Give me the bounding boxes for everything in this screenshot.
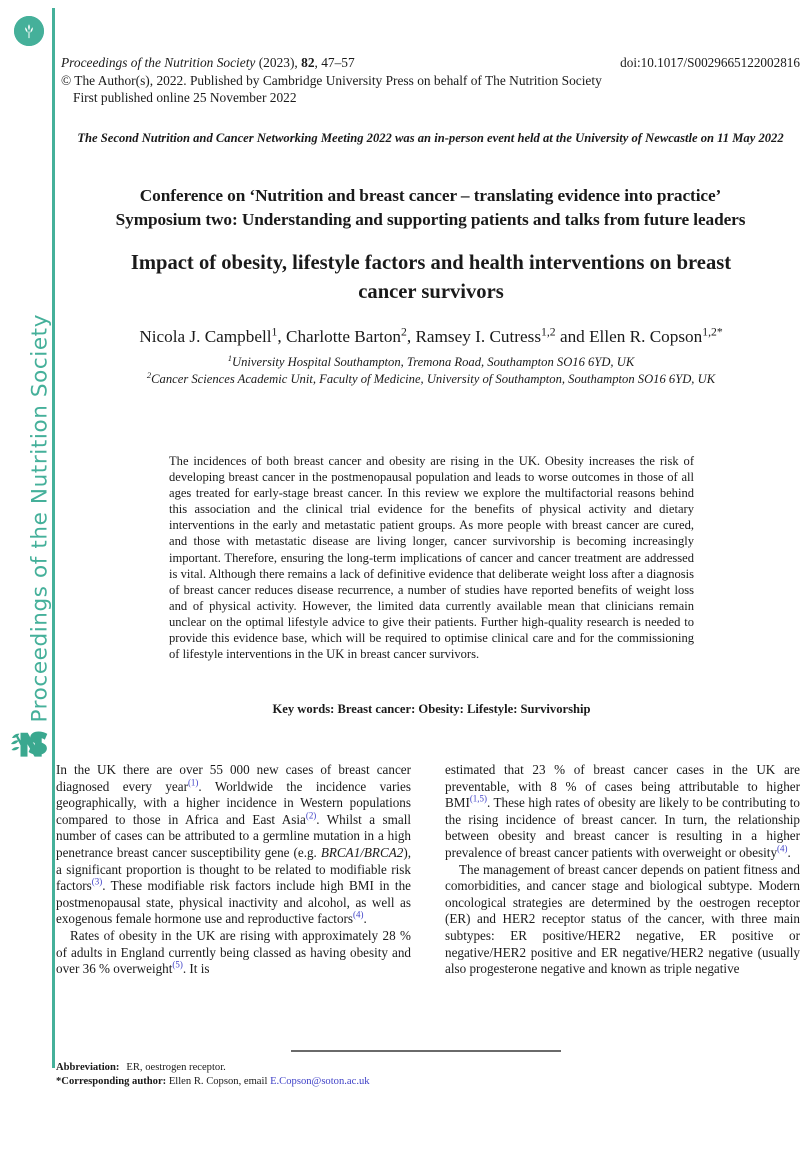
copyright-line-2: Society	[561, 72, 602, 88]
text-run: . These modifiable risk factors include high BMI in the postmenopausal state, physical inactivity and alcohol, as well as exogenous female hormone use and reproductive factors	[56, 878, 411, 927]
journal-issue-year: (2023),	[255, 55, 302, 70]
text-run: In the UK there are over 55 000 new cases of breast cancer diagnosed every year	[56, 762, 411, 794]
footnote-value: Ellen R. Copson, email	[168, 1075, 271, 1087]
affiliation-1	[66, 354, 796, 371]
footnote-rule	[291, 1050, 561, 1052]
journal-volume: 82	[301, 55, 315, 70]
citation-ref[interactable]: (3)	[91, 876, 103, 887]
author-name: Ellen R. Copson	[589, 327, 703, 346]
masthead-citation-line	[61, 54, 800, 72]
body-column-left	[56, 762, 411, 978]
affiliation-2	[66, 371, 796, 388]
text-run: .	[363, 911, 367, 927]
body-columns	[56, 762, 800, 978]
author-affiliation-marker: 1,2*	[702, 325, 723, 339]
text-run: . These high rates of obesity are likely to be contributing to the rising incidence of breast cancer. In turn, the relationship between obesity and breast cancer is resulting in a higher prevalence of breast cancer patients with overweight or obesity	[445, 795, 800, 860]
conference-heading-line-1: Conference on ‘Nutrition and breast cancer – translating evidence into practice’	[139, 186, 722, 205]
published-online: First published online 25 November 2022	[73, 90, 297, 105]
author-affiliation-marker: 1,2	[541, 325, 556, 339]
author-affiliation-marker: 1	[271, 325, 278, 339]
author-name: Ramsey I. Cutress	[415, 327, 542, 346]
affiliation-marker: 2	[146, 369, 152, 380]
affiliation-marker: 1	[227, 352, 233, 363]
wheat-sheaf-circle-icon	[14, 16, 44, 46]
text-run: Rates of obesity in the UK are rising with approximately 28 % of adults in England currently being classed as having obesity and over 36 % overweight	[56, 927, 411, 977]
text-run: estimated that 23 % of breast cancer cases in the UK are preventable, with 8 % of cases being attributable to higher BMI	[445, 762, 800, 811]
paper-content	[56, 0, 800, 1169]
gene-name: BRCA1/BRCA2	[320, 844, 404, 860]
citation-ref[interactable]: (1)	[187, 777, 199, 788]
footnote-label: *Corresponding author:	[56, 1075, 167, 1087]
citation-ref[interactable]: (2)	[305, 810, 317, 821]
conference-heading-line-2: Symposium two: Understanding and supporting patients and talks from future leaders	[115, 210, 746, 229]
author-affiliation-marker: 2	[401, 325, 407, 339]
meeting-note: The Second Nutrition and Cancer Networking Meeting 2022 was an in-person event held at the University of Newcastle on 11 May 2022	[77, 131, 784, 145]
text-run: . Worldwide the incidence varies geographically, with a higher incidence in Western populations compared to those in Africa and East Asia	[56, 778, 411, 827]
footnote-label: Abbreviation:	[56, 1062, 120, 1073]
paragraph	[445, 762, 800, 862]
text-run: . Whilst a small number of cases can be attributed to a germline mutation in a high penetrance breast cancer susceptibility gene (e.g.	[56, 811, 411, 860]
author-separator: ,	[277, 327, 286, 346]
copyright-block	[61, 72, 606, 107]
abstract-text: The incidences of both breast cancer and obesity are rising in the UK. Obesity increases the risk of developing breast cancer in the postmenopausal population and leads to worse outcomes in those of all ages treated for early-stage breast cancer. In this review we explore the multifactorial reasons behind this association and the clinical trial evidence for the benefits of physical activity and dietary interventions in the early and metastatic patient groups. As more people with breast cancer are cured, and those with metastatic disease are living longer, cancer survivorship is becoming increasingly important. Therefore, ensuring the long-term implications of cancer and cancer treatment are addressed is vital. Although there remains a lack of definitive evidence that deliberate weight loss after a diagnosis of breast cancer reduces disease recurrence, a number of studies have reported benefits of weight loss and of physical activity. However, the limited data currently available mean that clinicians remain unclear on the optimal lifestyle advice to give their patients. Further high-quality research is needed to provide this evidence base, which will be required to optimise clinical care and for the commissioning of lifestyle interventions in the UK in breast cancer survivors.	[169, 454, 694, 662]
citation-ref[interactable]: (4)	[353, 909, 364, 920]
text-run: ), a significant proportion is thought to be related to modifiable risk factors	[56, 844, 411, 894]
journal-pages: , 47–57	[314, 55, 355, 70]
author-separator: and	[555, 327, 590, 346]
paragraph	[56, 762, 411, 928]
body-column-right	[445, 762, 800, 978]
sidebar-journal-title: Proceedings of the Nutrition Society	[27, 313, 53, 723]
affiliation-text: Cancer Sciences Academic Unit, Faculty of Medicine, University of Southampton, Southampton SO16 6YD, UK	[151, 371, 716, 386]
footnote-abbreviation	[56, 1061, 616, 1075]
conference-heading	[61, 184, 800, 232]
keywords: Key words: Breast cancer: Obesity: Lifestyle: Survivorship	[272, 702, 591, 716]
nutrition-society-ns-logo	[8, 718, 50, 778]
affiliations	[66, 354, 796, 387]
author-name: Charlotte Barton	[285, 327, 402, 346]
footnote-corresponding-author	[56, 1075, 616, 1089]
journal-name: Proceedings of the Nutrition Society	[61, 55, 256, 70]
corresponding-author-email-link[interactable]: E.Copson@soton.ac.uk	[270, 1075, 370, 1087]
masthead	[61, 54, 800, 107]
affiliation-text: University Hospital Southampton, Tremona Road, Southampton SO16 6YD, UK	[232, 355, 635, 369]
text-run: The management of breast cancer depends on patient fitness and comorbidities, and cancer stage and biological subtype. Modern oncological strategies are determined by the oestrogen receptor (ER) and HER2 receptor status of the cancer, with three main subtypes: ER positive/HER2 negative, ER positive or negative/HER2 positive and ER negative/HER2 negative (usually also progesterone negative and known as triple negative	[445, 861, 800, 977]
author-name: Nicola J. Campbell	[139, 327, 272, 346]
text-run: . It is	[182, 961, 210, 977]
footnotes	[56, 1061, 616, 1088]
doi-text: doi:10.1017/S0029665122002816	[620, 55, 800, 70]
page-title: Impact of obesity, lifestyle factors and health interventions on breast cancer survivors	[130, 252, 732, 303]
author-list	[76, 325, 786, 348]
paragraph	[56, 928, 411, 978]
author-separator: ,	[406, 327, 416, 346]
text-run: .	[787, 844, 791, 860]
copyright-line-1: © The Author(s), 2022. Published by Cambridge University Press on behalf of The Nutrition	[61, 72, 559, 88]
citation-ref[interactable]: (5)	[172, 959, 183, 970]
citation-ref[interactable]: (1,5)	[469, 793, 487, 804]
journal-sidebar	[0, 0, 56, 1169]
paragraph	[445, 862, 800, 978]
footnote-value: ER, oestrogen receptor.	[126, 1062, 226, 1073]
citation-ref[interactable]: (4)	[777, 843, 788, 854]
